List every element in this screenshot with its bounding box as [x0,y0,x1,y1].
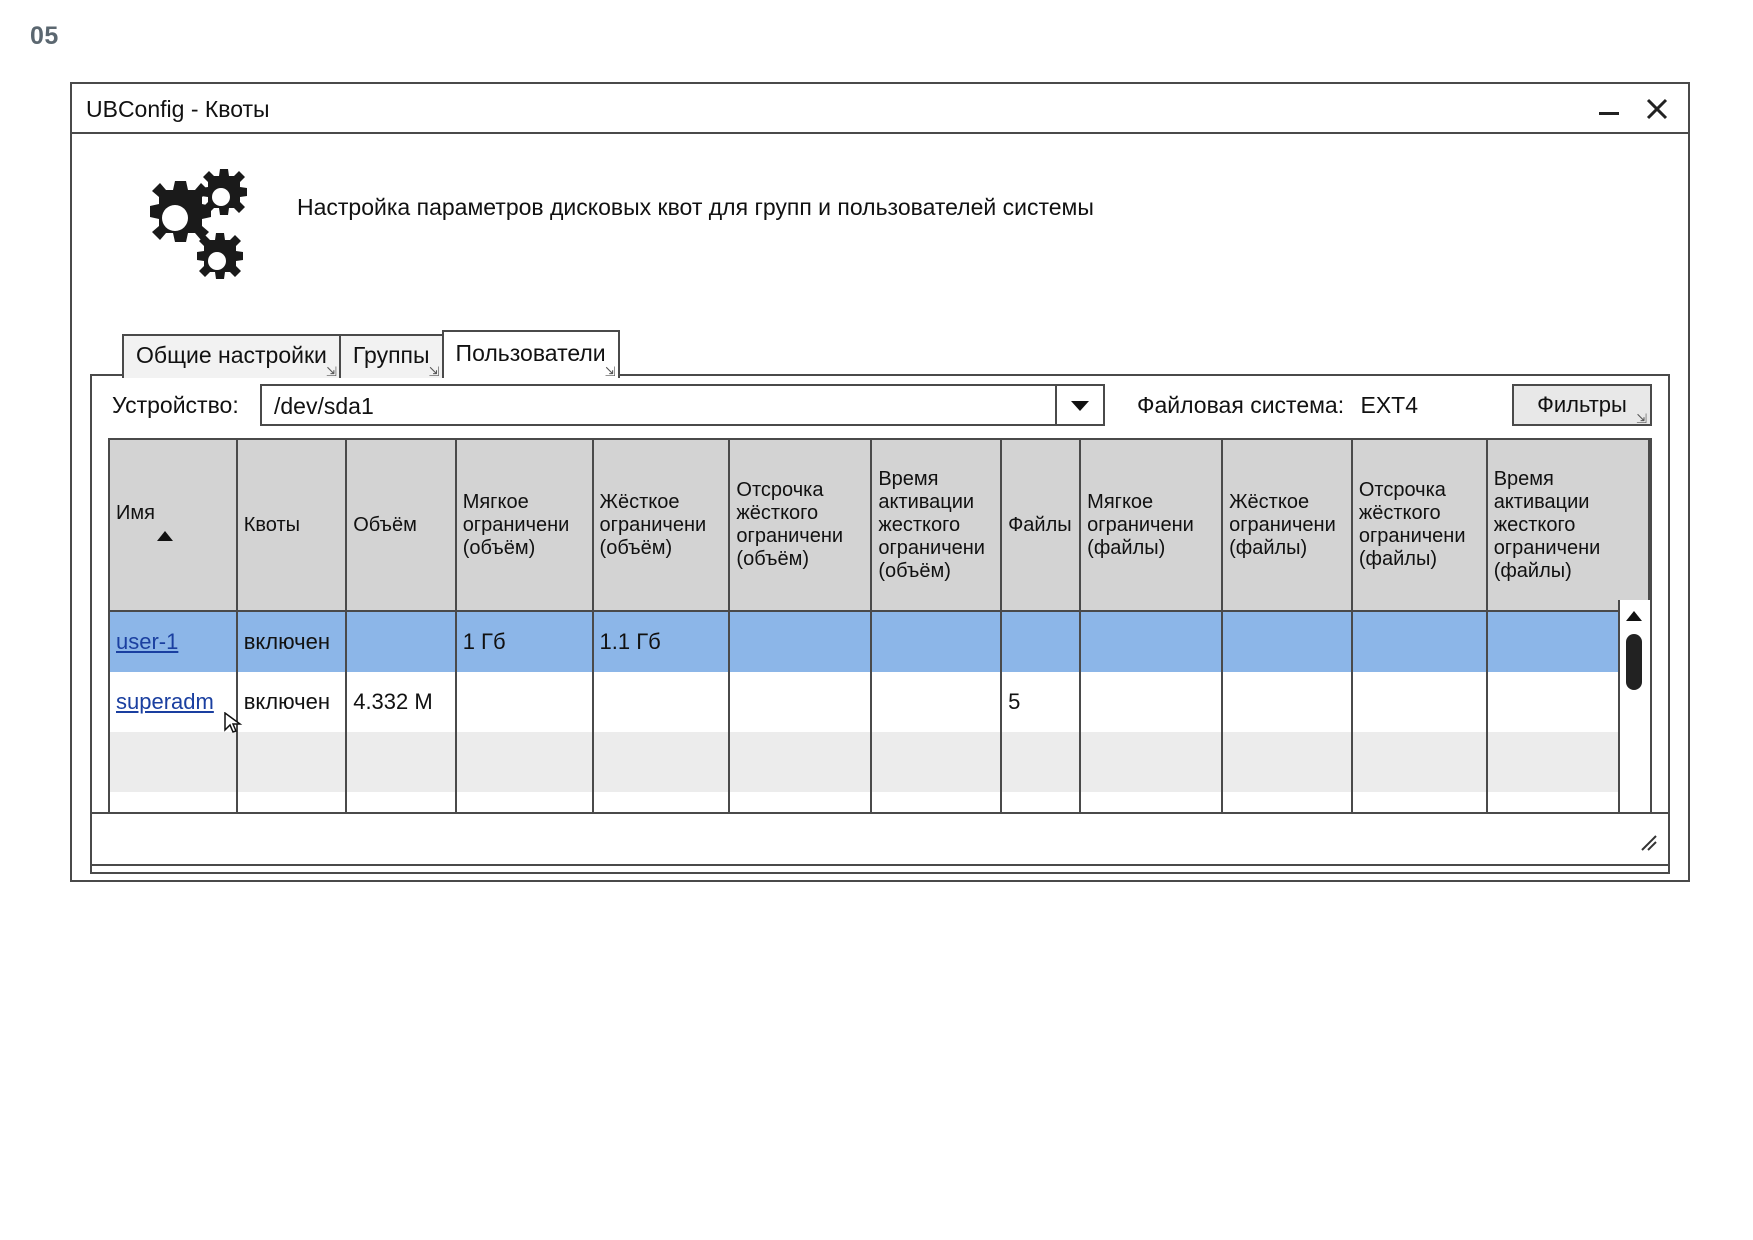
header-area [72,134,1688,284]
cell-hard-files [1222,672,1352,732]
column-header-hard-volume[interactable]: Жёсткое ограничени (объём) [593,440,730,611]
cell-grace-files [1352,611,1487,672]
sort-ascending-icon [156,525,174,548]
page-corner-label: 05 [30,22,59,50]
tab-users-label: Пользователи [455,340,606,366]
filesystem-value: EXT4 [1360,392,1419,418]
tab-resize-arrow-icon: ⇲ [428,364,440,379]
column-header-quota-label: Квоты [243,513,300,536]
cell-quota: включен [237,672,346,732]
cell-soft-volume [456,672,593,732]
column-header-name-label: Имя [116,501,155,524]
cell-soft-volume [456,732,593,792]
device-select-value: /dev/sda1 [274,393,374,419]
device-toolbar [92,376,1668,436]
tab-resize-arrow-icon: ⇲ [325,364,337,379]
cell-activation-volume [871,672,1001,732]
cell-hard-files [1222,611,1352,672]
table-row[interactable] [110,732,1649,792]
filters-resize-arrow-icon: ⇲ [1636,411,1647,426]
cell-grace-files [1352,732,1487,792]
quotas-table-container [108,438,1652,858]
window-titlebar [72,84,1688,134]
table-row[interactable] [110,672,1649,732]
tab-general-settings[interactable] [122,334,341,378]
cell-files: 5 [1001,672,1080,732]
tab-groups-label: Группы [352,342,430,368]
cell-name [110,732,237,792]
tab-users[interactable] [442,330,620,378]
tab-general-settings-label: Общие настройки [136,342,327,368]
gears-icon [118,162,258,282]
cell-activation-volume [871,611,1001,672]
cell-files [1001,611,1080,672]
cell-soft-files [1080,672,1222,732]
tab-bar [122,330,618,378]
cell-files [1001,732,1080,792]
table-header-row [110,440,1649,611]
column-header-activation-volume[interactable]: Время активации жесткого ограничени (объём) [871,440,1001,611]
device-label: Устройство: [112,392,239,418]
column-header-soft-volume[interactable]: Мягкое ограничени (объём) [456,440,593,611]
tab-groups[interactable] [339,334,444,378]
cell-soft-files [1080,732,1222,792]
user-link[interactable]: user-1 [116,629,179,654]
cell-volume: 4.332 М [346,672,455,732]
filters-button[interactable] [1512,384,1652,426]
cell-soft-volume: 1 Гб [456,611,593,672]
header-description: Настройка параметров дисковых квот для групп и пользователей системы [297,194,1094,220]
minimize-icon[interactable] [1592,92,1626,126]
cell-grace-files [1352,672,1487,732]
column-header-quota[interactable] [237,440,346,611]
resize-grip-icon[interactable] [1638,832,1660,860]
table-row[interactable] [110,611,1649,672]
cell-activation-volume [871,732,1001,792]
filesystem-info [1137,392,1418,419]
scroll-thumb[interactable] [1626,634,1642,690]
filesystem-label: Файловая система: [1137,392,1345,418]
column-header-activation-files[interactable]: Время активации жесткого ограничени (файлы) [1487,440,1649,611]
column-header-grace-files[interactable]: Отсрочка жёсткого ограничени (файлы) [1352,440,1487,611]
filters-button-label: Фильтры [1537,392,1627,417]
cell-hard-volume [593,732,730,792]
window-title: UBConfig - Квоты [86,96,270,122]
user-link[interactable]: superadm [116,689,214,714]
cell-volume [346,611,455,672]
column-header-name[interactable] [110,440,237,611]
chevron-down-icon[interactable] [1055,386,1103,424]
users-panel [90,374,1670,874]
cell-hard-volume [593,672,730,732]
tab-resize-arrow-icon: ⇲ [604,364,616,379]
arrow-up-icon[interactable] [1620,602,1648,630]
window-body [72,134,1688,880]
cell-hard-volume: 1.1 Гб [593,611,730,672]
column-header-files[interactable]: Файлы [1001,440,1080,611]
ubconfig-window [70,82,1690,882]
cell-name[interactable] [110,672,237,732]
status-bar [90,812,1670,866]
column-header-grace-volume[interactable]: Отсрочка жёсткого ограничени (объём) [729,440,871,611]
column-header-soft-files[interactable]: Мягкое ограничени (файлы) [1080,440,1222,611]
column-header-hard-files[interactable]: Жёсткое ограничени (файлы) [1222,440,1352,611]
cell-grace-volume [729,672,871,732]
cell-quota: включен [237,611,346,672]
quotas-table [110,440,1650,858]
column-header-volume-label: Объём [353,513,417,536]
column-header-volume[interactable] [346,440,455,611]
cell-volume [346,732,455,792]
cell-grace-volume [729,611,871,672]
cell-hard-files [1222,732,1352,792]
device-select[interactable] [260,384,1105,426]
cell-name[interactable] [110,611,237,672]
close-icon[interactable] [1640,92,1674,126]
cell-quota [237,732,346,792]
cell-soft-files [1080,611,1222,672]
cell-grace-volume [729,732,871,792]
